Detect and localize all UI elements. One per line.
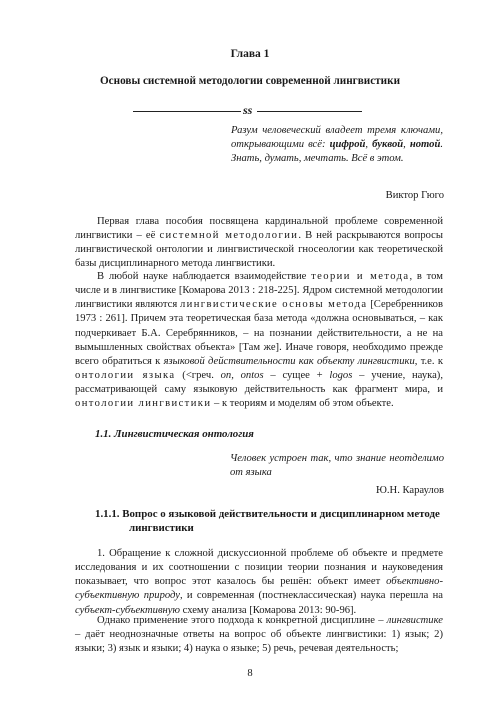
text-run: В любой науке наблюдается взаимодействие [97,271,312,282]
italic-term: объективно-субъективную природу [75,576,443,602]
epigraph-author: Виктор Гюго [385,190,444,201]
spaced-term: теории и метода [311,271,410,282]
ornamental-divider [133,104,362,118]
subsection-heading [95,508,445,535]
text-run: Первая глава пособия посвящена кардинальной проблеме современной лингвистики – её [75,216,443,242]
text-run: – сущее + [263,370,330,382]
italic-term: лингвистике [386,615,443,626]
text-run: – даёт неоднозначные ответы на вопрос об объекте лингвистики: 1) язык; 2) языки; 3) язык и языки; 4) наука о языке; 5) речь, речевая деятельность; [75,629,443,655]
text-run: схему анализа [Комарова 2013: 90-96]. [179,604,357,616]
text-run: , т.е. к [414,355,443,367]
epigraph-keyword: буквой [372,139,404,151]
epigraph-author: Ю.Н. Караулов [376,485,444,496]
paragraph-linguistics-object [75,614,443,656]
text-run: [Серебренников 1973 : 261]. Причем эта теоретическая база метода «должна основываться, – как подчеркивает Б.А. Серебрянников, – на познании действительности, а не на вымышленных свойствах объекта» [Там же]. Иначе говоря, необходимо прежде всего обратиться к [75,299,443,367]
spaced-term: онтологии лингвистики [75,398,212,410]
subsection-heading-line: 1.1.1. Вопрос о языковой действительности и дисциплинарном методе [95,508,440,520]
epigraph-separator: , [403,139,410,151]
page-number: 8 [247,668,253,679]
text-run: . В ней раскрываются вопросы лингвистической онтологии и лингвистической гносеологии как теоретической базы дисциплинарного метода лингвистики. [75,230,443,270]
italic-term: языковой действительности как объекту лингвистики [163,355,415,367]
epigraph-karaulov: Человек устроен так, что знание неотделимо от языка [230,453,444,479]
divider-ornament: ss [243,103,253,117]
italic-term: субъект-субъективную [75,604,180,616]
epigraph-keyword: цифрой [329,139,366,151]
spaced-term: системной методологии [159,230,299,242]
spaced-term: лингвистические основы метода [179,299,368,311]
divider-line-left [133,111,241,112]
text-run: – учение, наука), рассматривающей саму языковую действительность как фрагмент мира, и [75,370,443,396]
epigraph-text: Разум человеческий владеет тремя ключами, открывающими всё: [231,125,443,151]
text-run: Однако применение этого подхода к конкретной дисциплине – [97,615,387,626]
paragraph-theory-method [75,270,443,412]
italic-term: on, ontos [220,370,264,382]
italic-term: logos [329,370,353,382]
epigraph-hugo [231,124,443,167]
text-run: 1. Обращение к сложной дискуссионной проблеме об объекте и предмете исследования и их соотношении с позиции теории познания и науковедения показывает, что вопрос этот казалось бы решён: объект имеет [75,548,443,588]
spaced-term: онтологии языка [75,370,176,382]
chapter-title: Основы системной методологии современной лингвистики [99,75,401,87]
epigraph-keyword: нотой [409,139,441,151]
text-run: , и современная (постнеклассическая) наука перешла на [179,590,443,602]
paragraph-object-subject [75,547,443,618]
epigraph-text: . Знать, думать, мечтать. Всё в этом. [231,139,443,165]
section-heading: 1.1. Лингвистическая онтология [95,428,254,440]
text-run: – к теориям и моделям об этом объекте. [211,398,394,410]
paragraph-intro [75,215,443,272]
divider-line-right [257,111,362,112]
text-run: , в том числе и в лингвистике [Комарова 2013 : 218-225]. Ядром системной методологии лингвистики являются [75,271,443,311]
subsection-heading-line: лингвистики [129,521,194,534]
epigraph-separator: , [365,139,373,151]
chapter-label: Глава 1 [230,48,270,60]
text-run: (<греч. [175,370,221,382]
